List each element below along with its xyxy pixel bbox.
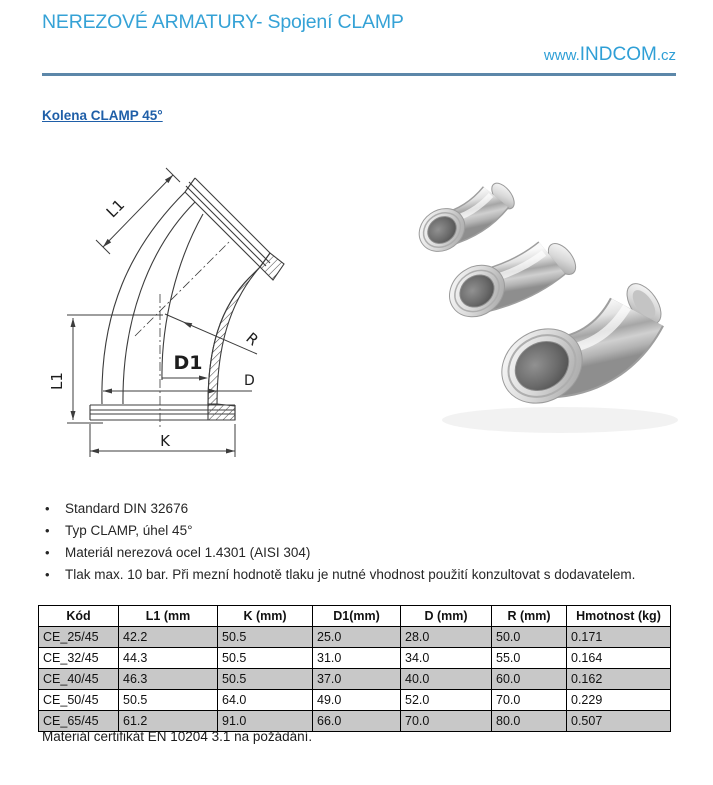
dim-label-d1: D1 (173, 352, 203, 374)
table-cell: CE_40/45 (39, 669, 119, 690)
table-row (39, 690, 671, 711)
website-link[interactable] (544, 44, 676, 66)
table-cell: CE_25/45 (39, 627, 119, 648)
column-header: R (mm) (492, 606, 567, 627)
table-cell: 0.162 (567, 669, 671, 690)
photo-shadow (442, 407, 678, 433)
table-cell: 0.171 (567, 627, 671, 648)
table-row (39, 648, 671, 669)
bullet-item (45, 564, 690, 586)
dim-label-d: D (244, 373, 255, 389)
table-cell: 42.2 (119, 627, 218, 648)
table-cell: 0.229 (567, 690, 671, 711)
footer-note: Materiál certifikát EN 10204 3.1 na požádání. (42, 729, 313, 744)
table-cell: 55.0 (492, 648, 567, 669)
table-cell: 0.164 (567, 648, 671, 669)
column-header: K (mm) (218, 606, 313, 627)
website-prefix: www. (543, 47, 580, 64)
dim-label-l1-diagonal: L1 (102, 195, 129, 222)
bullet-icon: • (45, 501, 50, 516)
table-cell: 60.0 (492, 669, 567, 690)
bullet-list (45, 498, 690, 586)
dim-label-radius: R (242, 328, 262, 350)
table-cell: 44.3 (119, 648, 218, 669)
table-cell: 28.0 (401, 627, 492, 648)
column-header: Kód (39, 606, 119, 627)
table-header-row (39, 606, 671, 627)
bullet-text: Materiál nerezová ocel 1.4301 (AISI 304) (65, 545, 311, 560)
bullet-icon: • (45, 545, 50, 560)
table-row (39, 627, 671, 648)
page-title: NEREZOVÉ ARMATURY- Spojení CLAMP (42, 11, 404, 33)
table-cell: 46.3 (119, 669, 218, 690)
table-cell: 49.0 (313, 690, 401, 711)
photo-elbow-medium (439, 239, 580, 328)
table-cell: 40.0 (401, 669, 492, 690)
bullet-text: Tlak max. 10 bar. Při mezní hodnotě tlaku je nutné vhodnost použití konzultovat s dodavatelem. (65, 567, 636, 582)
column-header: Hmotnost (kg) (567, 606, 671, 627)
table-cell: 64.0 (218, 690, 313, 711)
table-cell: CE_32/45 (39, 648, 119, 669)
table-row (39, 669, 671, 690)
table-cell: 61.2 (119, 711, 218, 732)
table-cell: CE_65/45 (39, 711, 119, 732)
bullet-item (45, 520, 690, 542)
dim-label-k: K (160, 432, 170, 450)
column-header: D (mm) (401, 606, 492, 627)
table-cell: 31.0 (313, 648, 401, 669)
table-cell: 34.0 (401, 648, 492, 669)
table-cell: 91.0 (218, 711, 313, 732)
header-divider (42, 73, 676, 76)
photo-elbow-small (411, 179, 519, 260)
column-header: D1(mm) (313, 606, 401, 627)
table-cell: CE_50/45 (39, 690, 119, 711)
table-cell: 70.0 (401, 711, 492, 732)
bullet-item (45, 542, 690, 564)
column-header: L1 (mm (119, 606, 218, 627)
bullet-icon: • (45, 523, 50, 538)
table-cell: 80.0 (492, 711, 567, 732)
table-cell: 70.0 (492, 690, 567, 711)
table-cell: 25.0 (313, 627, 401, 648)
website-domain: INDCOM (579, 44, 657, 65)
table-cell: 50.5 (119, 690, 218, 711)
table-body (39, 627, 671, 732)
section-heading-link[interactable]: Kolena CLAMP 45° (42, 108, 163, 123)
bullet-text: Standard DIN 32676 (65, 501, 189, 516)
table-cell: 66.0 (313, 711, 401, 732)
bullet-item (45, 498, 690, 520)
product-photo (390, 170, 700, 460)
bullet-icon: • (45, 567, 50, 582)
table-cell: 50.5 (218, 669, 313, 690)
table-cell: 0.507 (567, 711, 671, 732)
website-suffix: .cz (656, 47, 676, 64)
table-cell: 50.0 (492, 627, 567, 648)
table-cell: 37.0 (313, 669, 401, 690)
dimensions-table (38, 605, 671, 732)
technical-drawing (45, 152, 315, 464)
table-cell: 52.0 (401, 690, 492, 711)
bullet-text: Typ CLAMP, úhel 45° (65, 523, 193, 538)
table-cell: 50.5 (218, 627, 313, 648)
dim-label-l1-vertical: L1 (48, 372, 66, 390)
table-cell: 50.5 (218, 648, 313, 669)
